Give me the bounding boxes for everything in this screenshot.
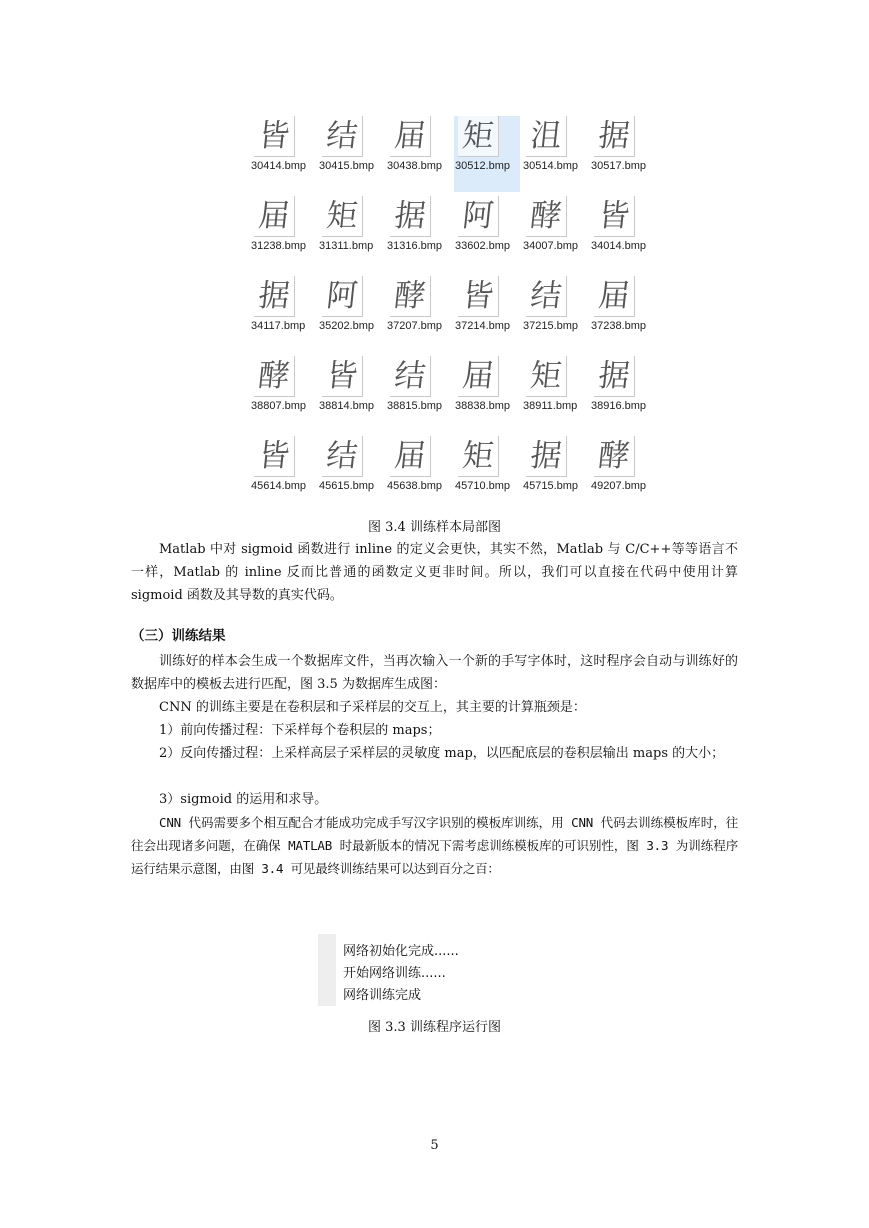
thumbnail-image (458, 196, 499, 237)
handwritten-character: 届 (392, 438, 428, 474)
thumbnail-file[interactable] (318, 356, 384, 432)
thumbnail-filename: 38838.bmp (455, 400, 511, 412)
thumbnail-image (526, 356, 567, 397)
thumbnail-filename: 38807.bmp (251, 400, 307, 412)
handwritten-character: 据 (596, 118, 632, 154)
handwritten-character: 届 (392, 118, 428, 154)
handwritten-character: 皆 (256, 118, 292, 154)
thumbnail-filename: 45614.bmp (251, 480, 307, 492)
thumbnail-file[interactable] (250, 356, 316, 432)
thumbnail-file[interactable] (250, 276, 316, 352)
thumbnail-file[interactable] (590, 116, 656, 192)
handwritten-character: 据 (392, 198, 428, 234)
thumbnail-filename: 34014.bmp (591, 240, 647, 252)
thumbnail-filename: 30517.bmp (591, 160, 647, 172)
thumbnail-filename: 37207.bmp (387, 320, 443, 332)
thumbnail-file[interactable] (522, 196, 588, 272)
thumbnail-image (254, 196, 295, 237)
thumbnail-image (594, 356, 635, 397)
handwritten-character: 皆 (596, 198, 632, 234)
thumbnail-file[interactable] (318, 276, 384, 352)
thumbnail-image (322, 116, 363, 157)
thumbnail-image (594, 196, 635, 237)
handwritten-character: 届 (596, 278, 632, 314)
handwritten-character: 矩 (324, 198, 360, 234)
thumbnail-image (390, 356, 431, 397)
thumbnail-filename: 35202.bmp (319, 320, 375, 332)
handwritten-character: 阿 (460, 198, 496, 234)
thumbnail-image (526, 116, 567, 157)
handwritten-character: 皆 (460, 278, 496, 314)
thumbnail-filename: 38815.bmp (387, 400, 443, 412)
handwritten-character: 矩 (460, 118, 496, 154)
handwritten-character: 结 (324, 438, 360, 474)
thumbnail-filename: 30514.bmp (523, 160, 579, 172)
console-line-done: 网络训练完成 (343, 988, 422, 1003)
paragraph-database-generation: 训练好的样本会生成一个数据库文件，当再次输入一个新的手写字体时，这时程序会自动与训练好的数据库中的模板去进行匹配，图 3.5 为数据库生成图： (131, 654, 738, 692)
handwritten-character: 矩 (460, 438, 496, 474)
handwritten-character: 矩 (528, 358, 564, 394)
thumbnail-file[interactable] (250, 196, 316, 272)
paragraph-cnn-training-code: CNN 代码需要多个相互配合才能成功完成手写汉字识别的模板库训练，用 CNN 代码去训练模板库时，往往会出现诸多问题，在确保 MATLAB 时最新版本的情况下需考虑训练模板库的可识别性，图 3.3 为训练程序运行结果示意图，由图 3.4 可见最终训练结果可以达到百分之百： (131, 815, 738, 876)
handwritten-character: 届 (460, 358, 496, 394)
thumbnail-filename: 38814.bmp (319, 400, 375, 412)
thumbnail-image (254, 356, 295, 397)
thumbnail-file[interactable] (454, 196, 520, 272)
handwritten-character: 皆 (256, 438, 292, 474)
thumbnail-file[interactable] (250, 116, 316, 192)
list-item-backward-propagation: 2）反向传播过程：上采样高层子采样层的灵敏度 map，以匹配底层的卷积层输出 maps 的大小； (159, 746, 725, 761)
thumbnail-file[interactable] (454, 276, 520, 352)
thumbnail-image (594, 276, 635, 317)
thumbnail-image (322, 196, 363, 237)
handwritten-character: 阿 (324, 278, 360, 314)
thumbnail-file[interactable] (454, 436, 520, 512)
thumbnail-filename: 45615.bmp (319, 480, 375, 492)
thumbnail-image (390, 196, 431, 237)
handwritten-character: 酵 (392, 278, 428, 314)
thumbnail-image (594, 436, 635, 477)
handwritten-character: 皆 (324, 358, 360, 394)
thumbnail-image (458, 116, 499, 157)
handwritten-character: 据 (528, 438, 564, 474)
thumbnail-filename: 37215.bmp (523, 320, 579, 332)
training-sample-thumbnail-grid (250, 116, 650, 512)
thumbnail-file[interactable] (590, 436, 656, 512)
thumbnail-file[interactable] (522, 116, 588, 192)
thumbnail-filename: 30415.bmp (319, 160, 375, 172)
list-item-sigmoid: 3）sigmoid 的运用和求导。 (159, 792, 328, 807)
thumbnail-file[interactable] (386, 276, 452, 352)
thumbnail-image (458, 436, 499, 477)
list-item-forward-propagation: 1）前向传播过程：下采样每个卷积层的 maps； (159, 723, 441, 738)
thumbnail-image (526, 276, 567, 317)
thumbnail-file[interactable] (386, 116, 452, 192)
training-console-output (318, 934, 498, 1006)
thumbnail-filename: 45710.bmp (455, 480, 511, 492)
thumbnail-file[interactable] (454, 116, 520, 192)
paragraph-cnn-bottleneck: CNN 的训练主要是在卷积层和子采样层的交互上，其主要的计算瓶颈是： (159, 700, 586, 715)
thumbnail-file[interactable] (522, 276, 588, 352)
thumbnail-filename: 49207.bmp (591, 480, 647, 492)
console-line-start: 开始网络训练...... (343, 966, 446, 981)
thumbnail-image (254, 436, 295, 477)
thumbnail-filename: 31316.bmp (387, 240, 443, 252)
thumbnail-filename: 30414.bmp (251, 160, 307, 172)
handwritten-character: 结 (392, 358, 428, 394)
thumbnail-filename: 34007.bmp (523, 240, 579, 252)
page-number: 5 (430, 1138, 439, 1153)
thumbnail-file[interactable] (386, 196, 452, 272)
thumbnail-file[interactable] (250, 436, 316, 512)
handwritten-character: 届 (256, 198, 292, 234)
thumbnail-filename: 37238.bmp (591, 320, 647, 332)
thumbnail-filename: 30438.bmp (387, 160, 443, 172)
console-line-init: 网络初始化完成...... (343, 944, 459, 959)
thumbnail-image (458, 276, 499, 317)
console-gutter (318, 934, 336, 1006)
thumbnail-image (390, 276, 431, 317)
thumbnail-file[interactable] (386, 356, 452, 432)
thumbnail-file[interactable] (454, 356, 520, 432)
thumbnail-file[interactable] (318, 196, 384, 272)
thumbnail-image (458, 356, 499, 397)
thumbnail-file[interactable] (522, 356, 588, 432)
section-heading-training-results: （三）训练结果 (131, 628, 226, 644)
thumbnail-image (322, 276, 363, 317)
thumbnail-image (322, 356, 363, 397)
thumbnail-image (390, 116, 431, 157)
figure-caption-training-samples: 图 3.4 训练样本局部图 (368, 520, 501, 535)
thumbnail-filename: 45715.bmp (523, 480, 579, 492)
thumbnail-file[interactable] (318, 116, 384, 192)
handwritten-character: 据 (256, 278, 292, 314)
thumbnail-image (254, 276, 295, 317)
thumbnail-image (390, 436, 431, 477)
thumbnail-filename: 31238.bmp (251, 240, 307, 252)
thumbnail-filename: 31311.bmp (319, 240, 374, 252)
handwritten-character: 结 (528, 278, 564, 314)
thumbnail-file[interactable] (590, 276, 656, 352)
thumbnail-filename: 38916.bmp (591, 400, 647, 412)
thumbnail-image (254, 116, 295, 157)
thumbnail-image (322, 436, 363, 477)
thumbnail-filename: 30512.bmp (455, 160, 511, 172)
handwritten-character: 酵 (596, 438, 632, 474)
thumbnail-filename: 38911.bmp (523, 400, 578, 412)
thumbnail-file[interactable] (318, 436, 384, 512)
thumbnail-image (526, 436, 567, 477)
handwritten-character: 沮 (528, 118, 564, 154)
thumbnail-filename: 37214.bmp (455, 320, 511, 332)
figure-caption-training-program: 图 3.3 训练程序运行图 (368, 1020, 501, 1035)
thumbnail-file[interactable] (590, 196, 656, 272)
thumbnail-file[interactable] (386, 436, 452, 512)
thumbnail-file[interactable] (590, 356, 656, 432)
paragraph-matlab-inline: Matlab 中对 sigmoid 函数进行 inline 的定义会更快，其实不然，Matlab 与 C/C++等等语言不一样，Matlab 的 inline 反而比普通的函数定义更非时间。所以，我们可以直接在代码中使用计算 sigmoid 函数及其导数的真实代码。 (131, 542, 738, 603)
thumbnail-filename: 33602.bmp (455, 240, 511, 252)
handwritten-character: 结 (324, 118, 360, 154)
handwritten-character: 酵 (256, 358, 292, 394)
thumbnail-file[interactable] (522, 436, 588, 512)
handwritten-character: 酵 (528, 198, 564, 234)
thumbnail-filename: 45638.bmp (387, 480, 443, 492)
thumbnail-image (526, 196, 567, 237)
thumbnail-filename: 34117.bmp (251, 320, 306, 332)
handwritten-character: 据 (596, 358, 632, 394)
thumbnail-image (594, 116, 635, 157)
